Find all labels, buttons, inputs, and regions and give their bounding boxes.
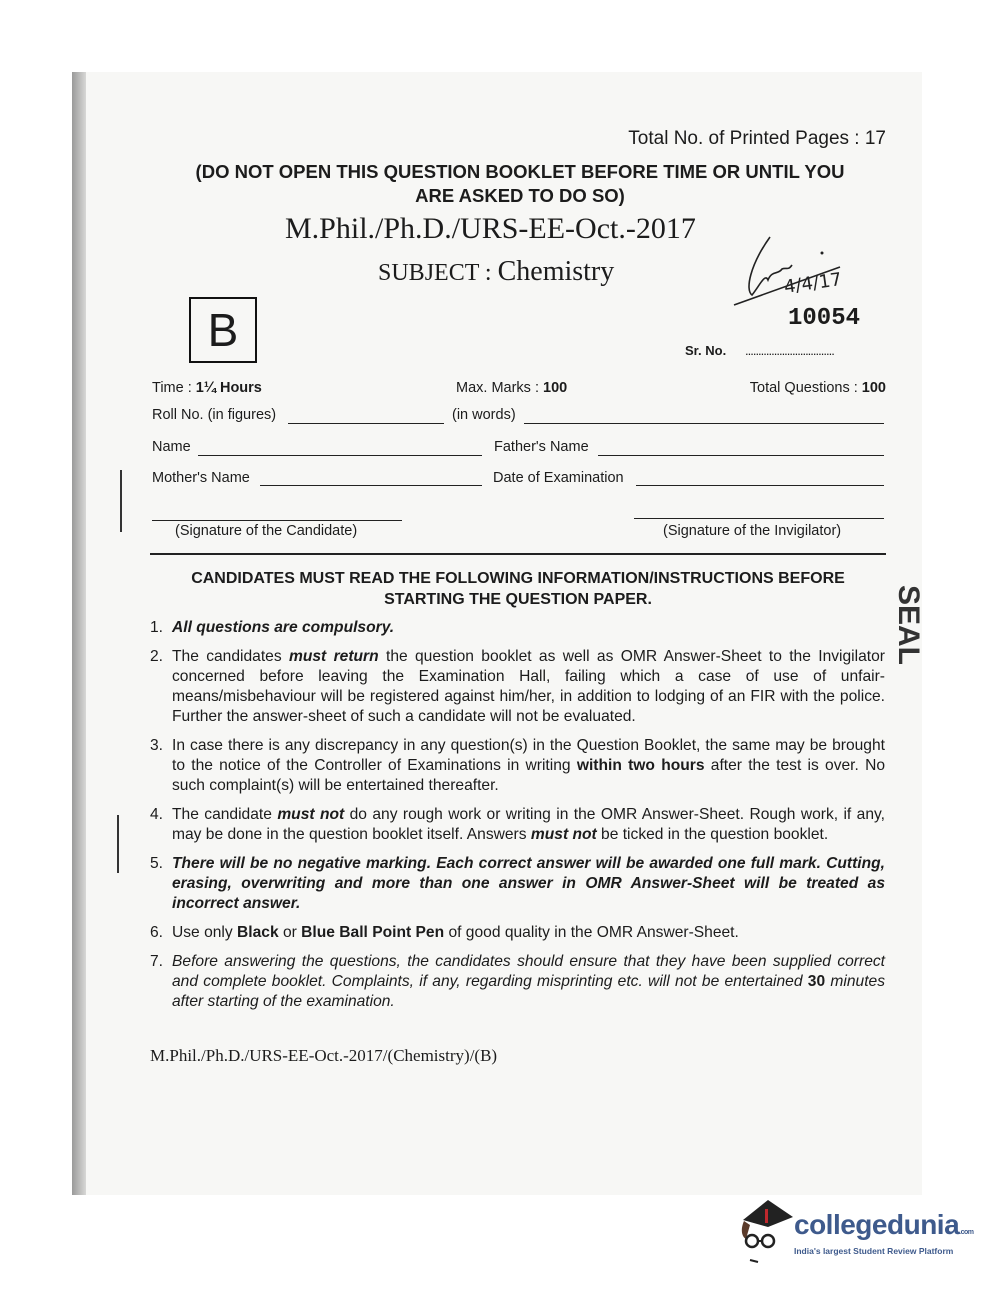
instructions-heading-line-2: STARTING THE QUESTION PAPER. xyxy=(384,591,652,608)
instruction-item xyxy=(150,736,885,796)
exam-title: M.Phil./Ph.D./URS-EE-Oct.-2017 xyxy=(285,212,696,245)
instruction-item xyxy=(150,854,885,914)
name-line[interactable] xyxy=(198,455,482,456)
instructions-heading-line-1: CANDIDATES MUST READ THE FOLLOWING INFORMATION/INSTRUCTIONS BEFORE xyxy=(191,570,845,587)
invigilator-signature-label: (Signature of the Invigilator) xyxy=(663,523,842,539)
instruction-segment: The candidates xyxy=(172,648,289,665)
instruction-item xyxy=(150,647,885,727)
roll-no-words-label: (in words) xyxy=(452,407,516,423)
instruction-number: 5. xyxy=(150,855,164,872)
instruction-segment: 30 xyxy=(807,973,826,990)
instruction-segment: Black xyxy=(237,924,279,941)
sr-no-dots: .................................. xyxy=(745,343,834,358)
roll-no-figures-line[interactable] xyxy=(288,423,444,424)
mothers-name-line[interactable] xyxy=(260,485,482,486)
instruction-item xyxy=(150,952,885,1012)
date-of-exam-line[interactable] xyxy=(636,485,884,486)
instruction-text xyxy=(172,854,885,914)
instruction-segment: of good quality in the OMR Answer-Sheet. xyxy=(444,924,739,941)
total-printed-pages: Total No. of Printed Pages : 17 xyxy=(628,128,886,149)
roll-no-words-line[interactable] xyxy=(524,423,884,424)
instruction-text xyxy=(172,805,885,845)
roll-no-figures-label: Roll No. (in figures) xyxy=(152,407,277,423)
instruction-item xyxy=(150,618,885,638)
date-of-exam-label: Date of Examination xyxy=(493,470,624,486)
instruction-segment: In case there is any discrepancy in any question(s) in the Question Booklet, the same may be brought to the notice of the Controller of Examinations in writing xyxy=(172,737,885,774)
fathers-name-label: Father's Name xyxy=(494,439,589,455)
booklet-series: B xyxy=(207,304,239,356)
instruction-text xyxy=(172,647,885,727)
max-marks-label: Max. Marks : xyxy=(456,380,544,396)
instruction-text xyxy=(172,736,885,796)
mothers-name-label: Mother's Name xyxy=(152,470,250,486)
instruction-segment: minutes after starting of the examination. xyxy=(172,973,885,1010)
brand-name: collegedunia xyxy=(794,1209,960,1240)
candidate-signature-label: (Signature of the Candidate) xyxy=(175,523,358,539)
instruction-segment: the question booklet as well as OMR Answer-Sheet to the Invigilator concerned before leaving the Examination Hall, failing which a case of use of unfair-means/misbehaviour will be registered against him/her, in addition to lodging of an FIR with the police. Further the answer-sheet of such a candidate will not be evaluated. xyxy=(172,648,885,725)
section-divider xyxy=(150,553,886,555)
instruction-segment: must return xyxy=(288,648,379,665)
instructions-heading xyxy=(150,568,886,610)
instruction-segment: The candidate xyxy=(172,806,278,823)
time-field xyxy=(152,380,262,396)
collegedunia-watermark xyxy=(738,1195,974,1270)
max-marks-value: 100 xyxy=(543,380,568,396)
subject-value: Chemistry xyxy=(497,256,615,287)
instruction-segment: do any rough work or writing in the OMR Answer-Sheet. Rough work, if any, may be done in the question booklet itself. Answers xyxy=(172,806,885,843)
instruction-segment: after the test is over. No such complaint(s) will be entertained thereafter. xyxy=(172,757,886,794)
instruction-item xyxy=(150,923,885,943)
instruction-segment: Blue Ball Point Pen xyxy=(301,924,445,941)
collegedunia-brand xyxy=(794,1209,974,1241)
student-mascot-icon xyxy=(738,1195,796,1265)
time-value: 1¼ Hours xyxy=(195,380,262,396)
max-marks-field xyxy=(456,380,567,396)
instruction-number: 1. xyxy=(150,619,164,636)
sr-no-label: Sr. No. xyxy=(685,343,727,358)
total-questions-value: 100 xyxy=(861,380,886,396)
svg-text:4/4/17: 4/4/17 xyxy=(782,269,844,298)
seal-stamp: SEAL xyxy=(892,585,925,666)
instruction-segment: or xyxy=(278,924,302,941)
instruction-segment: Use only xyxy=(172,924,238,941)
brand-suffix: .com xyxy=(959,1229,974,1236)
warning-notice xyxy=(140,160,900,208)
subject-line xyxy=(378,256,614,288)
warning-line-2: ARE ASKED TO DO SO) xyxy=(415,185,625,206)
total-questions-label: Total Questions : xyxy=(749,380,862,396)
instruction-number: 6. xyxy=(150,924,164,941)
handwritten-signature-icon xyxy=(730,225,860,310)
subject-label: SUBJECT : xyxy=(378,260,498,286)
invigilator-signature-line[interactable] xyxy=(634,518,884,519)
instruction-text xyxy=(172,952,885,1012)
instruction-text xyxy=(172,618,885,638)
instruction-number: 2. xyxy=(150,648,164,665)
serial-number: 10054 xyxy=(788,305,861,332)
fathers-name-line[interactable] xyxy=(598,455,884,456)
booklet-series-box xyxy=(189,297,257,363)
instruction-segment: be ticked in the question booklet. xyxy=(596,826,829,843)
paper-code-footer: M.Phil./Ph.D./URS-EE-Oct.-2017/(Chemistry)/(B) xyxy=(150,1046,498,1065)
margin-mark xyxy=(120,470,122,532)
brand-tagline: India's largest Student Review Platform xyxy=(794,1246,954,1256)
instruction-segment: There will be no negative marking. Each correct answer will be awarded one full mark. Cutting, erasing, overwriting and more than one answer in OMR Answer-Sheet will be treated as incorrect answer. xyxy=(172,855,885,912)
instruction-segment: within two hours xyxy=(576,757,705,774)
instruction-text xyxy=(172,923,885,943)
candidate-signature-line[interactable] xyxy=(152,520,402,521)
instruction-item xyxy=(150,805,885,845)
instruction-number: 3. xyxy=(150,737,164,754)
instruction-segment: must not xyxy=(530,826,597,843)
margin-mark xyxy=(117,815,119,873)
page-edge-shadow xyxy=(72,72,86,1195)
time-label: Time : xyxy=(152,380,196,396)
instruction-segment: must not xyxy=(277,806,345,823)
instruction-number: 4. xyxy=(150,806,164,823)
instruction-number: 7. xyxy=(150,953,164,970)
warning-line-1: (DO NOT OPEN THIS QUESTION BOOKLET BEFORE TIME OR UNTIL YOU xyxy=(195,161,845,182)
instruction-segment: All questions are compulsory. xyxy=(172,619,395,636)
instruction-segment: Before answering the questions, the candidates should ensure that they have been supplied correct and complete booklet. Complaints, if any, regarding misprinting etc. will not be entertained xyxy=(172,953,885,990)
total-questions-field xyxy=(750,380,886,396)
name-label: Name xyxy=(152,439,191,455)
instructions-list xyxy=(150,618,885,1021)
